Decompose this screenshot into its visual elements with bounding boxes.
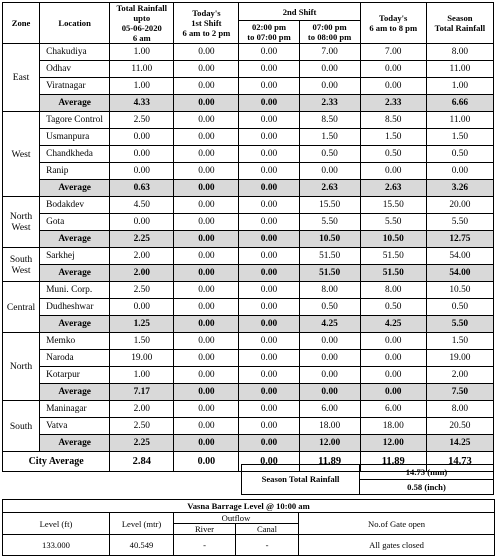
shift1-cell: 0.00 xyxy=(174,282,239,299)
shift2b-cell: 10.50 xyxy=(299,231,360,248)
season-cell: 0.50 xyxy=(426,146,493,163)
today-cell: 1.50 xyxy=(360,129,426,146)
average-row xyxy=(3,435,494,452)
total-cell: 2.00 xyxy=(110,265,174,282)
shift1-cell: 0.00 xyxy=(174,452,239,472)
header-zone: Zone xyxy=(3,3,40,44)
shift1-cell: 0.00 xyxy=(174,61,239,78)
shift2a-cell: 0.00 xyxy=(239,180,299,197)
today-cell: 8.50 xyxy=(360,112,426,129)
shift2a-cell: 0.00 xyxy=(239,163,299,180)
season-cell: 3.26 xyxy=(426,180,493,197)
zone-south: South xyxy=(3,401,40,452)
today-cell: 2.63 xyxy=(360,180,426,197)
average-label: Average xyxy=(40,384,110,401)
level-ft-header: Level (ft) xyxy=(3,513,110,535)
location-cell: Bodakdev xyxy=(40,197,110,214)
location-cell: Vatva xyxy=(40,418,110,435)
shift1-cell: 0.00 xyxy=(174,333,239,350)
season-cell: 14.73 xyxy=(426,452,493,472)
shift1-cell: 0.00 xyxy=(174,265,239,282)
total-cell: 0.00 xyxy=(110,146,174,163)
today-cell: 51.50 xyxy=(360,248,426,265)
canal-header: Canal xyxy=(236,524,299,535)
shift2b-cell: 5.50 xyxy=(299,214,360,231)
vasna-barrage-table xyxy=(2,499,495,556)
shift2b-cell: 18.00 xyxy=(299,418,360,435)
season-cell: 1.50 xyxy=(426,129,493,146)
level-mtr-header: Level (mtr) xyxy=(110,513,174,535)
shift2b-cell: 2.33 xyxy=(299,95,360,112)
today-cell: 15.50 xyxy=(360,197,426,214)
shift1-cell: 0.00 xyxy=(174,44,239,61)
average-label: Average xyxy=(40,316,110,333)
city-average-label: City Average xyxy=(3,452,110,472)
season-cell: 12.75 xyxy=(426,231,493,248)
shift2b-cell: 1.50 xyxy=(299,129,360,146)
shift1-cell: 0.00 xyxy=(174,248,239,265)
shift2a-cell: 0.00 xyxy=(239,231,299,248)
today-cell: 7.00 xyxy=(360,44,426,61)
total-cell: 4.33 xyxy=(110,95,174,112)
today-cell: 2.33 xyxy=(360,95,426,112)
shift1-cell: 0.00 xyxy=(174,418,239,435)
table-row xyxy=(3,299,494,316)
shift1-cell: 0.00 xyxy=(174,367,239,384)
season-cell: 1.00 xyxy=(426,78,493,95)
shift2a-cell: 0.00 xyxy=(239,61,299,78)
header-second-shift-b: 07:00 pm to 08:00 pm xyxy=(299,21,360,44)
total-cell: 7.17 xyxy=(110,384,174,401)
total-cell: 0.00 xyxy=(110,214,174,231)
total-cell: 2.84 xyxy=(110,452,174,472)
season-cell: 1.50 xyxy=(426,333,493,350)
shift2b-cell: 0.00 xyxy=(299,384,360,401)
zone-north-west: North West xyxy=(3,197,40,248)
season-total-table xyxy=(241,464,494,495)
header-location: Location xyxy=(40,3,110,44)
header-season-total: Season Total Rainfall xyxy=(426,3,493,44)
shift2b-cell: 51.50 xyxy=(299,265,360,282)
average-row xyxy=(3,316,494,333)
total-cell: 2.50 xyxy=(110,112,174,129)
today-cell: 0.00 xyxy=(360,163,426,180)
season-cell: 11.00 xyxy=(426,61,493,78)
season-cell: 5.50 xyxy=(426,316,493,333)
table-row xyxy=(3,44,494,61)
zone-south-west: South West xyxy=(3,248,40,282)
season-cell: 8.00 xyxy=(426,401,493,418)
shift2b-cell: 15.50 xyxy=(299,197,360,214)
total-cell: 0.00 xyxy=(110,299,174,316)
today-cell: 4.25 xyxy=(360,316,426,333)
location-cell: Sarkhej xyxy=(40,248,110,265)
location-cell: Ranip xyxy=(40,163,110,180)
canal-value: - xyxy=(236,535,299,556)
season-cell: 19.00 xyxy=(426,350,493,367)
season-cell: 8.00 xyxy=(426,44,493,61)
shift2a-cell: 0.00 xyxy=(239,214,299,231)
table-row xyxy=(3,350,494,367)
average-label: Average xyxy=(40,95,110,112)
shift2a-cell: 0.00 xyxy=(239,95,299,112)
total-cell: 0.00 xyxy=(110,163,174,180)
total-cell: 11.00 xyxy=(110,61,174,78)
shift2b-cell: 2.63 xyxy=(299,180,360,197)
total-cell: 4.50 xyxy=(110,197,174,214)
total-cell: 19.00 xyxy=(110,350,174,367)
average-row xyxy=(3,265,494,282)
shift2a-cell: 0.00 xyxy=(239,418,299,435)
table-row xyxy=(3,214,494,231)
total-cell: 2.25 xyxy=(110,231,174,248)
location-cell: Tagore Control xyxy=(40,112,110,129)
season-cell: 54.00 xyxy=(426,248,493,265)
table-row xyxy=(3,282,494,299)
today-cell: 0.00 xyxy=(360,78,426,95)
shift2a-cell: 0.00 xyxy=(239,401,299,418)
total-cell: 0.00 xyxy=(110,129,174,146)
shift2a-cell: 0.00 xyxy=(239,44,299,61)
shift2a-cell: 0.00 xyxy=(239,384,299,401)
shift2a-cell: 0.00 xyxy=(239,129,299,146)
shift2b-cell: 8.00 xyxy=(299,282,360,299)
shift2a-cell: 0.00 xyxy=(239,299,299,316)
total-cell: 2.00 xyxy=(110,401,174,418)
season-cell: 0.00 xyxy=(426,163,493,180)
table-row xyxy=(3,163,494,180)
shift1-cell: 0.00 xyxy=(174,231,239,248)
shift1-cell: 0.00 xyxy=(174,146,239,163)
shift2a-cell: 0.00 xyxy=(239,367,299,384)
total-cell: 1.25 xyxy=(110,316,174,333)
table-row xyxy=(3,367,494,384)
shift2b-cell: 0.00 xyxy=(299,61,360,78)
header-first-shift: Today's 1st Shift 6 am to 2 pm xyxy=(174,3,239,44)
today-cell: 0.50 xyxy=(360,146,426,163)
average-label: Average xyxy=(40,180,110,197)
location-cell: Memko xyxy=(40,333,110,350)
average-row xyxy=(3,384,494,401)
table-row xyxy=(3,61,494,78)
today-cell: 0.50 xyxy=(360,299,426,316)
today-cell: 0.00 xyxy=(360,333,426,350)
table-row xyxy=(3,112,494,129)
total-cell: 1.00 xyxy=(110,44,174,61)
season-cell: 14.25 xyxy=(426,435,493,452)
today-cell: 8.00 xyxy=(360,282,426,299)
season-cell: 10.50 xyxy=(426,282,493,299)
shift2a-cell: 0.00 xyxy=(239,146,299,163)
zone-central: Central xyxy=(3,282,40,333)
total-cell: 1.00 xyxy=(110,78,174,95)
location-cell: Naroda xyxy=(40,350,110,367)
shift2a-cell: 0.00 xyxy=(239,316,299,333)
today-cell: 0.00 xyxy=(360,350,426,367)
shift1-cell: 0.00 xyxy=(174,180,239,197)
total-cell: 2.00 xyxy=(110,248,174,265)
today-cell: 5.50 xyxy=(360,214,426,231)
location-cell: Odhav xyxy=(40,61,110,78)
season-cell: 6.66 xyxy=(426,95,493,112)
shift1-cell: 0.00 xyxy=(174,214,239,231)
today-cell: 11.89 xyxy=(360,452,426,472)
table-row xyxy=(3,418,494,435)
shift2a-cell: 0.00 xyxy=(239,282,299,299)
vasna-title: Vasna Barrage Level @ 10:00 am xyxy=(3,500,495,513)
shift2b-cell: 0.00 xyxy=(299,163,360,180)
header-total-rainfall: Total Rainfall upto 05-06-2020 6 am xyxy=(110,3,174,44)
shift2b-cell: 51.50 xyxy=(299,248,360,265)
shift1-cell: 0.00 xyxy=(174,350,239,367)
river-header: River xyxy=(174,524,236,535)
table-row xyxy=(3,333,494,350)
gates-value: All gates closed xyxy=(299,535,495,556)
zone-north: North xyxy=(3,333,40,401)
today-cell: 0.00 xyxy=(360,384,426,401)
total-cell: 1.00 xyxy=(110,367,174,384)
average-row xyxy=(3,231,494,248)
location-cell: Viratnagar xyxy=(40,78,110,95)
total-cell: 2.50 xyxy=(110,418,174,435)
header-today: Today's 6 am to 8 pm xyxy=(360,3,426,44)
shift2b-cell: 0.00 xyxy=(299,333,360,350)
table-row xyxy=(3,78,494,95)
shift2a-cell: 0.00 xyxy=(239,350,299,367)
season-cell: 11.00 xyxy=(426,112,493,129)
header-second-shift: 2nd Shift xyxy=(239,3,360,21)
shift1-cell: 0.00 xyxy=(174,299,239,316)
shift2a-cell: 0.00 xyxy=(239,265,299,282)
zone-west: West xyxy=(3,112,40,197)
shift2b-cell: 0.00 xyxy=(299,367,360,384)
shift2a-cell: 0.00 xyxy=(239,197,299,214)
gate-open-header: No.of Gate open xyxy=(299,513,495,535)
location-cell: Usmanpura xyxy=(40,129,110,146)
shift2b-cell: 8.50 xyxy=(299,112,360,129)
shift2b-cell: 0.50 xyxy=(299,146,360,163)
level-mtr-value: 40.549 xyxy=(110,535,174,556)
location-cell: Gota xyxy=(40,214,110,231)
today-cell: 18.00 xyxy=(360,418,426,435)
shift2a-cell: 0.00 xyxy=(239,248,299,265)
table-row xyxy=(3,129,494,146)
season-cell: 20.50 xyxy=(426,418,493,435)
total-cell: 2.50 xyxy=(110,282,174,299)
shift1-cell: 0.00 xyxy=(174,316,239,333)
table-row xyxy=(3,146,494,163)
location-cell: Chakudiya xyxy=(40,44,110,61)
today-cell: 12.00 xyxy=(360,435,426,452)
today-cell: 0.00 xyxy=(360,61,426,78)
shift2b-cell: 12.00 xyxy=(299,435,360,452)
shift2a-cell: 0.00 xyxy=(239,333,299,350)
average-row xyxy=(3,95,494,112)
outflow-header: Outflow xyxy=(174,513,299,524)
shift2a-cell: 0.00 xyxy=(239,435,299,452)
shift2b-cell: 7.00 xyxy=(299,44,360,61)
location-cell: Dudheshwar xyxy=(40,299,110,316)
level-ft-value: 133.000 xyxy=(3,535,110,556)
shift1-cell: 0.00 xyxy=(174,401,239,418)
average-label: Average xyxy=(40,265,110,282)
shift2b-cell: 4.25 xyxy=(299,316,360,333)
total-cell: 2.25 xyxy=(110,435,174,452)
zone-east: East xyxy=(3,44,40,112)
river-value: - xyxy=(174,535,236,556)
season-total-inch: 0.58 (inch) xyxy=(360,480,494,495)
shift1-cell: 0.00 xyxy=(174,435,239,452)
shift1-cell: 0.00 xyxy=(174,129,239,146)
shift1-cell: 0.00 xyxy=(174,112,239,129)
average-label: Average xyxy=(40,435,110,452)
shift1-cell: 0.00 xyxy=(174,95,239,112)
shift2b-cell: 0.00 xyxy=(299,78,360,95)
location-cell: Chandkheda xyxy=(40,146,110,163)
today-cell: 10.50 xyxy=(360,231,426,248)
shift2b-cell: 6.00 xyxy=(299,401,360,418)
shift2b-cell: 11.89 xyxy=(299,452,360,472)
location-cell: Kotarpur xyxy=(40,367,110,384)
shift1-cell: 0.00 xyxy=(174,197,239,214)
today-cell: 6.00 xyxy=(360,401,426,418)
location-cell: Muni. Corp. xyxy=(40,282,110,299)
location-cell: Maninagar xyxy=(40,401,110,418)
table-row xyxy=(3,248,494,265)
season-cell: 20.00 xyxy=(426,197,493,214)
season-total-label: Season Total Rainfall xyxy=(242,465,360,495)
shift2a-cell: 0.00 xyxy=(239,452,299,472)
table-row xyxy=(3,401,494,418)
average-row xyxy=(3,180,494,197)
shift2a-cell: 0.00 xyxy=(239,112,299,129)
shift1-cell: 0.00 xyxy=(174,163,239,180)
season-cell: 0.50 xyxy=(426,299,493,316)
today-cell: 0.00 xyxy=(360,367,426,384)
total-cell: 1.50 xyxy=(110,333,174,350)
rainfall-table xyxy=(2,2,494,472)
average-label: Average xyxy=(40,231,110,248)
shift1-cell: 0.00 xyxy=(174,384,239,401)
season-cell: 7.50 xyxy=(426,384,493,401)
total-cell: 0.63 xyxy=(110,180,174,197)
today-cell: 51.50 xyxy=(360,265,426,282)
shift2a-cell: 0.00 xyxy=(239,78,299,95)
season-cell: 54.00 xyxy=(426,265,493,282)
shift1-cell: 0.00 xyxy=(174,78,239,95)
season-total-mm: 14.73 (mm) xyxy=(360,465,494,480)
season-cell: 2.00 xyxy=(426,367,493,384)
season-cell: 5.50 xyxy=(426,214,493,231)
shift2b-cell: 0.50 xyxy=(299,299,360,316)
header-second-shift-a: 02:00 pm to 07:00 pm xyxy=(239,21,299,44)
table-row xyxy=(3,197,494,214)
shift2b-cell: 0.00 xyxy=(299,350,360,367)
